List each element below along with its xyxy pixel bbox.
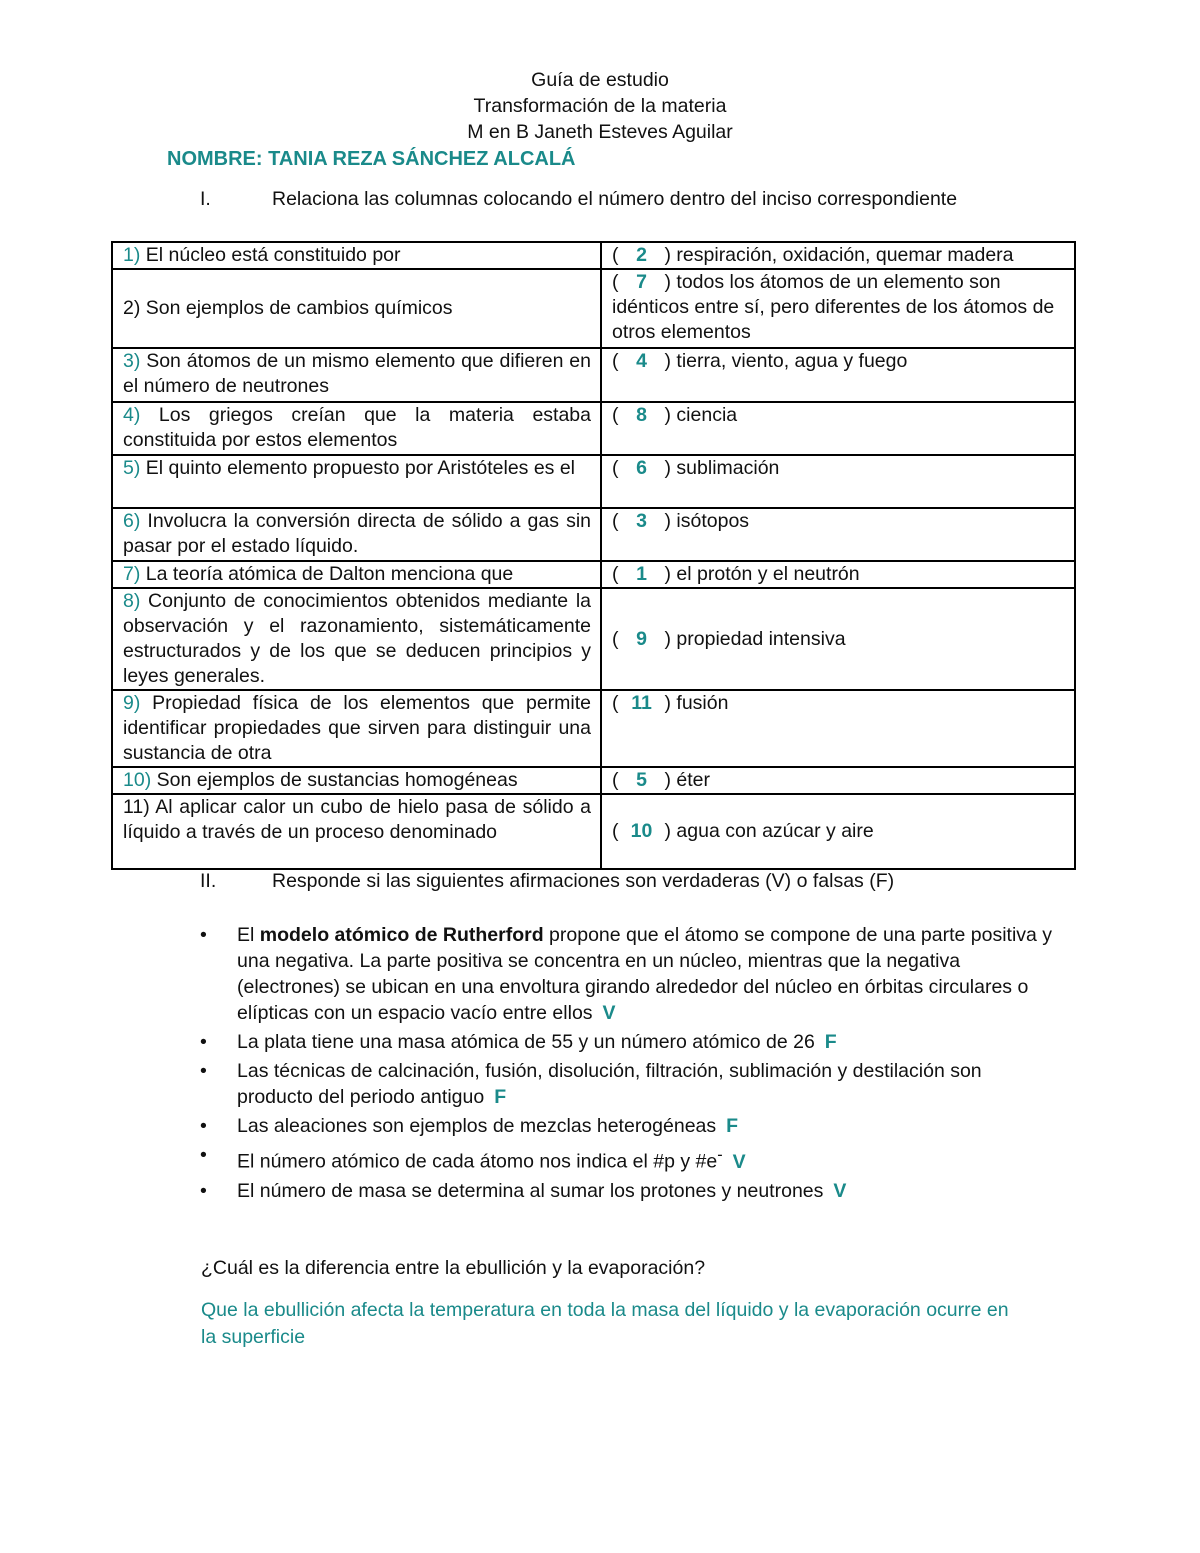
table-row [112,269,1075,348]
bullet-icon: • [200,1115,207,1137]
paren-open: ( [612,563,619,585]
open-answer: Que la ebullición afecta la temperatura en toda la masa del líquido y la evaporación ocurre en la superficie [201,1299,1009,1348]
right-cell [601,794,1075,869]
option-text: éter [676,769,711,791]
option-text: tierra, viento, agua y fuego [676,350,908,372]
statement-text: propone que el átomo se compone de una parte positiva y una negativa. La parte positiva se concentra en un núcleo, mientras que la negativa (electrones) se ubican en una envoltura girando alrededor del núcleo en órbitas circulares o elípticas con un espacio vacío entre ellos [237,924,1053,1024]
student-name: NOMBRE: TANIA REZA SÁNCHEZ ALCALÁ [167,148,576,170]
answer-number: 11 [631,692,652,714]
table-row [112,242,1075,269]
table-row [112,794,1075,869]
paren-close: ) [664,510,671,532]
table-row [112,767,1075,794]
table-row [112,588,1075,690]
table-row [112,402,1075,455]
paren-close: ) [664,350,671,372]
section-1-number: I. [200,188,211,210]
list-item [200,922,1060,1026]
paren-close: ) [664,692,671,714]
item-text: Involucra la conversión directa de sólido a gas sin pasar por el estado líquido. [123,510,591,557]
table-row [112,690,1075,767]
section-2-title: Responde si las siguientes afirmaciones son verdaderas (V) o falsas (F) [272,870,895,892]
right-cell [601,690,1075,767]
item-number: 9) [123,692,141,714]
answer-mark: V [732,1150,746,1173]
right-cell [601,269,1075,348]
item-text: Son ejemplos de cambios químicos [140,297,453,319]
item-text: El quinto elemento propuesto por Aristóteles es el [140,457,576,479]
statement-text: La plata tiene una masa atómica de 55 y un número atómico de 26 [237,1031,815,1053]
left-cell [112,455,601,508]
section-2-number: II. [200,870,217,892]
right-cell [601,242,1075,269]
statement-text: Las aleaciones son ejemplos de mezclas heterogéneas [237,1115,717,1137]
item-text: Propiedad física de los elementos que permite identificar propiedades que sirven para distinguir una sustancia de otra [123,692,591,764]
right-cell [601,767,1075,794]
left-cell [112,588,601,690]
item-number: 5) [123,457,141,479]
right-cell [601,402,1075,455]
option-text: respiración, oxidación, quemar madera [676,244,1014,266]
left-cell [112,561,601,588]
statement-text: El número atómico de cada átomo nos indica el #p y #e [237,1150,718,1173]
paren-open: ( [612,510,619,532]
table-row [112,561,1075,588]
item-text: Conjunto de conocimientos obtenidos mediante la observación y el razonamiento, sistemáticamente estructurados y de los que se deducen principios y leyes generales. [123,590,591,687]
item-text: La teoría atómica de Dalton menciona que [140,563,514,585]
paren-close: ) [664,627,671,650]
option-text: isótopos [676,510,750,532]
paren-open: ( [612,769,619,791]
item-text: Los griegos creían que la materia estaba constituida por estos elementos [123,404,591,451]
item-number: 1) [123,244,141,266]
item-text: Son ejemplos de sustancias homogéneas [151,769,518,791]
statement-text: Las técnicas de calcinación, fusión, disolución, filtración, sublimación y destilación son producto del periodo antiguo [237,1060,982,1108]
list-item [200,1178,1060,1204]
answer-number: 3 [636,510,647,532]
option-text: fusión [676,692,729,714]
answer-number: 9 [636,627,647,650]
right-cell [601,588,1075,690]
left-cell [112,402,601,455]
answer-number: 4 [636,350,647,372]
answer-mark: F [824,1031,837,1053]
bullet-icon: • [200,1144,207,1166]
item-number: 7) [123,563,141,585]
doc-title: Guía de estudio [531,69,669,91]
answer-number: 8 [636,404,647,426]
paren-open: ( [612,692,619,714]
left-cell [112,269,601,348]
section-1-title: Relaciona las columnas colocando el número dentro del inciso correspondiente [272,188,958,210]
bullet-icon: • [200,1031,207,1053]
paren-close: ) [664,820,671,842]
item-number: 8) [123,590,141,612]
paren-open: ( [612,404,619,426]
superscript: - [717,1146,723,1164]
statement-text: El número de masa se determina al sumar los protones y neutrones [237,1179,824,1202]
paren-close: ) [664,563,671,585]
item-number: 10) [123,769,152,791]
option-text: sublimación [676,457,780,479]
doc-author: M en B Janeth Esteves Aguilar [467,121,733,143]
item-number: 11) [123,796,150,818]
left-cell [112,767,601,794]
open-question: ¿Cuál es la diferencia entre la ebullición y la evaporación? [201,1257,706,1279]
answer-mark: V [602,1002,616,1024]
answer-number: 6 [636,457,647,479]
left-cell [112,690,601,767]
statement-bold-text: modelo atómico de Rutherford [259,924,544,946]
option-text: propiedad intensiva [676,627,846,650]
right-cell [601,508,1075,561]
item-number: 4) [123,404,141,426]
statement-list [200,922,1060,1207]
right-cell [601,561,1075,588]
left-cell [112,242,601,269]
paren-close: ) [664,271,671,293]
item-number: 2) [123,297,141,319]
answer-number: 2 [636,244,647,266]
paren-close: ) [664,404,671,426]
paren-close: ) [664,244,671,266]
paren-open: ( [612,457,619,479]
bullet-icon: • [200,1060,207,1082]
item-text: Son átomos de un mismo elemento que difieren en el número de neutrones [123,350,591,397]
option-text: el protón y el neutrón [676,563,860,585]
paren-open: ( [612,627,619,650]
item-number: 6) [123,510,141,532]
answer-mark: V [833,1179,847,1202]
statement-text: El [237,924,260,946]
paren-close: ) [664,769,671,791]
list-item [200,1142,1060,1175]
answer-number: 7 [636,271,647,293]
item-text: El núcleo está constituido por [140,244,401,266]
option-text: ciencia [676,404,738,426]
paren-open: ( [612,244,619,266]
table-row [112,348,1075,402]
item-number: 3) [123,350,141,372]
answer-number: 5 [636,769,647,791]
option-text: todos los átomos de un elemento son idénticos entre sí, pero diferentes de los átomos de otros elementos [612,271,1055,343]
bullet-icon: • [200,924,207,946]
paren-open: ( [612,820,619,842]
matching-table [111,241,1076,870]
list-item [200,1113,1060,1139]
answer-mark: F [726,1115,739,1137]
item-text: Al aplicar calor un cubo de hielo pasa de sólido a líquido a través de un proceso denominado [123,796,591,843]
option-text: agua con azúcar y aire [676,820,874,842]
answer-mark: F [494,1086,507,1108]
doc-subtitle: Transformación de la materia [473,95,727,117]
paren-open: ( [612,271,619,293]
left-cell [112,508,601,561]
list-item [200,1058,1060,1110]
right-cell [601,455,1075,508]
left-cell [112,794,601,869]
paren-open: ( [612,350,619,372]
table-row [112,455,1075,508]
bullet-icon: • [200,1179,207,1202]
answer-number: 10 [630,820,653,842]
answer-number: 1 [636,563,647,585]
list-item [200,1029,1060,1055]
paren-close: ) [664,457,671,479]
table-row [112,508,1075,561]
left-cell [112,348,601,402]
right-cell [601,348,1075,402]
